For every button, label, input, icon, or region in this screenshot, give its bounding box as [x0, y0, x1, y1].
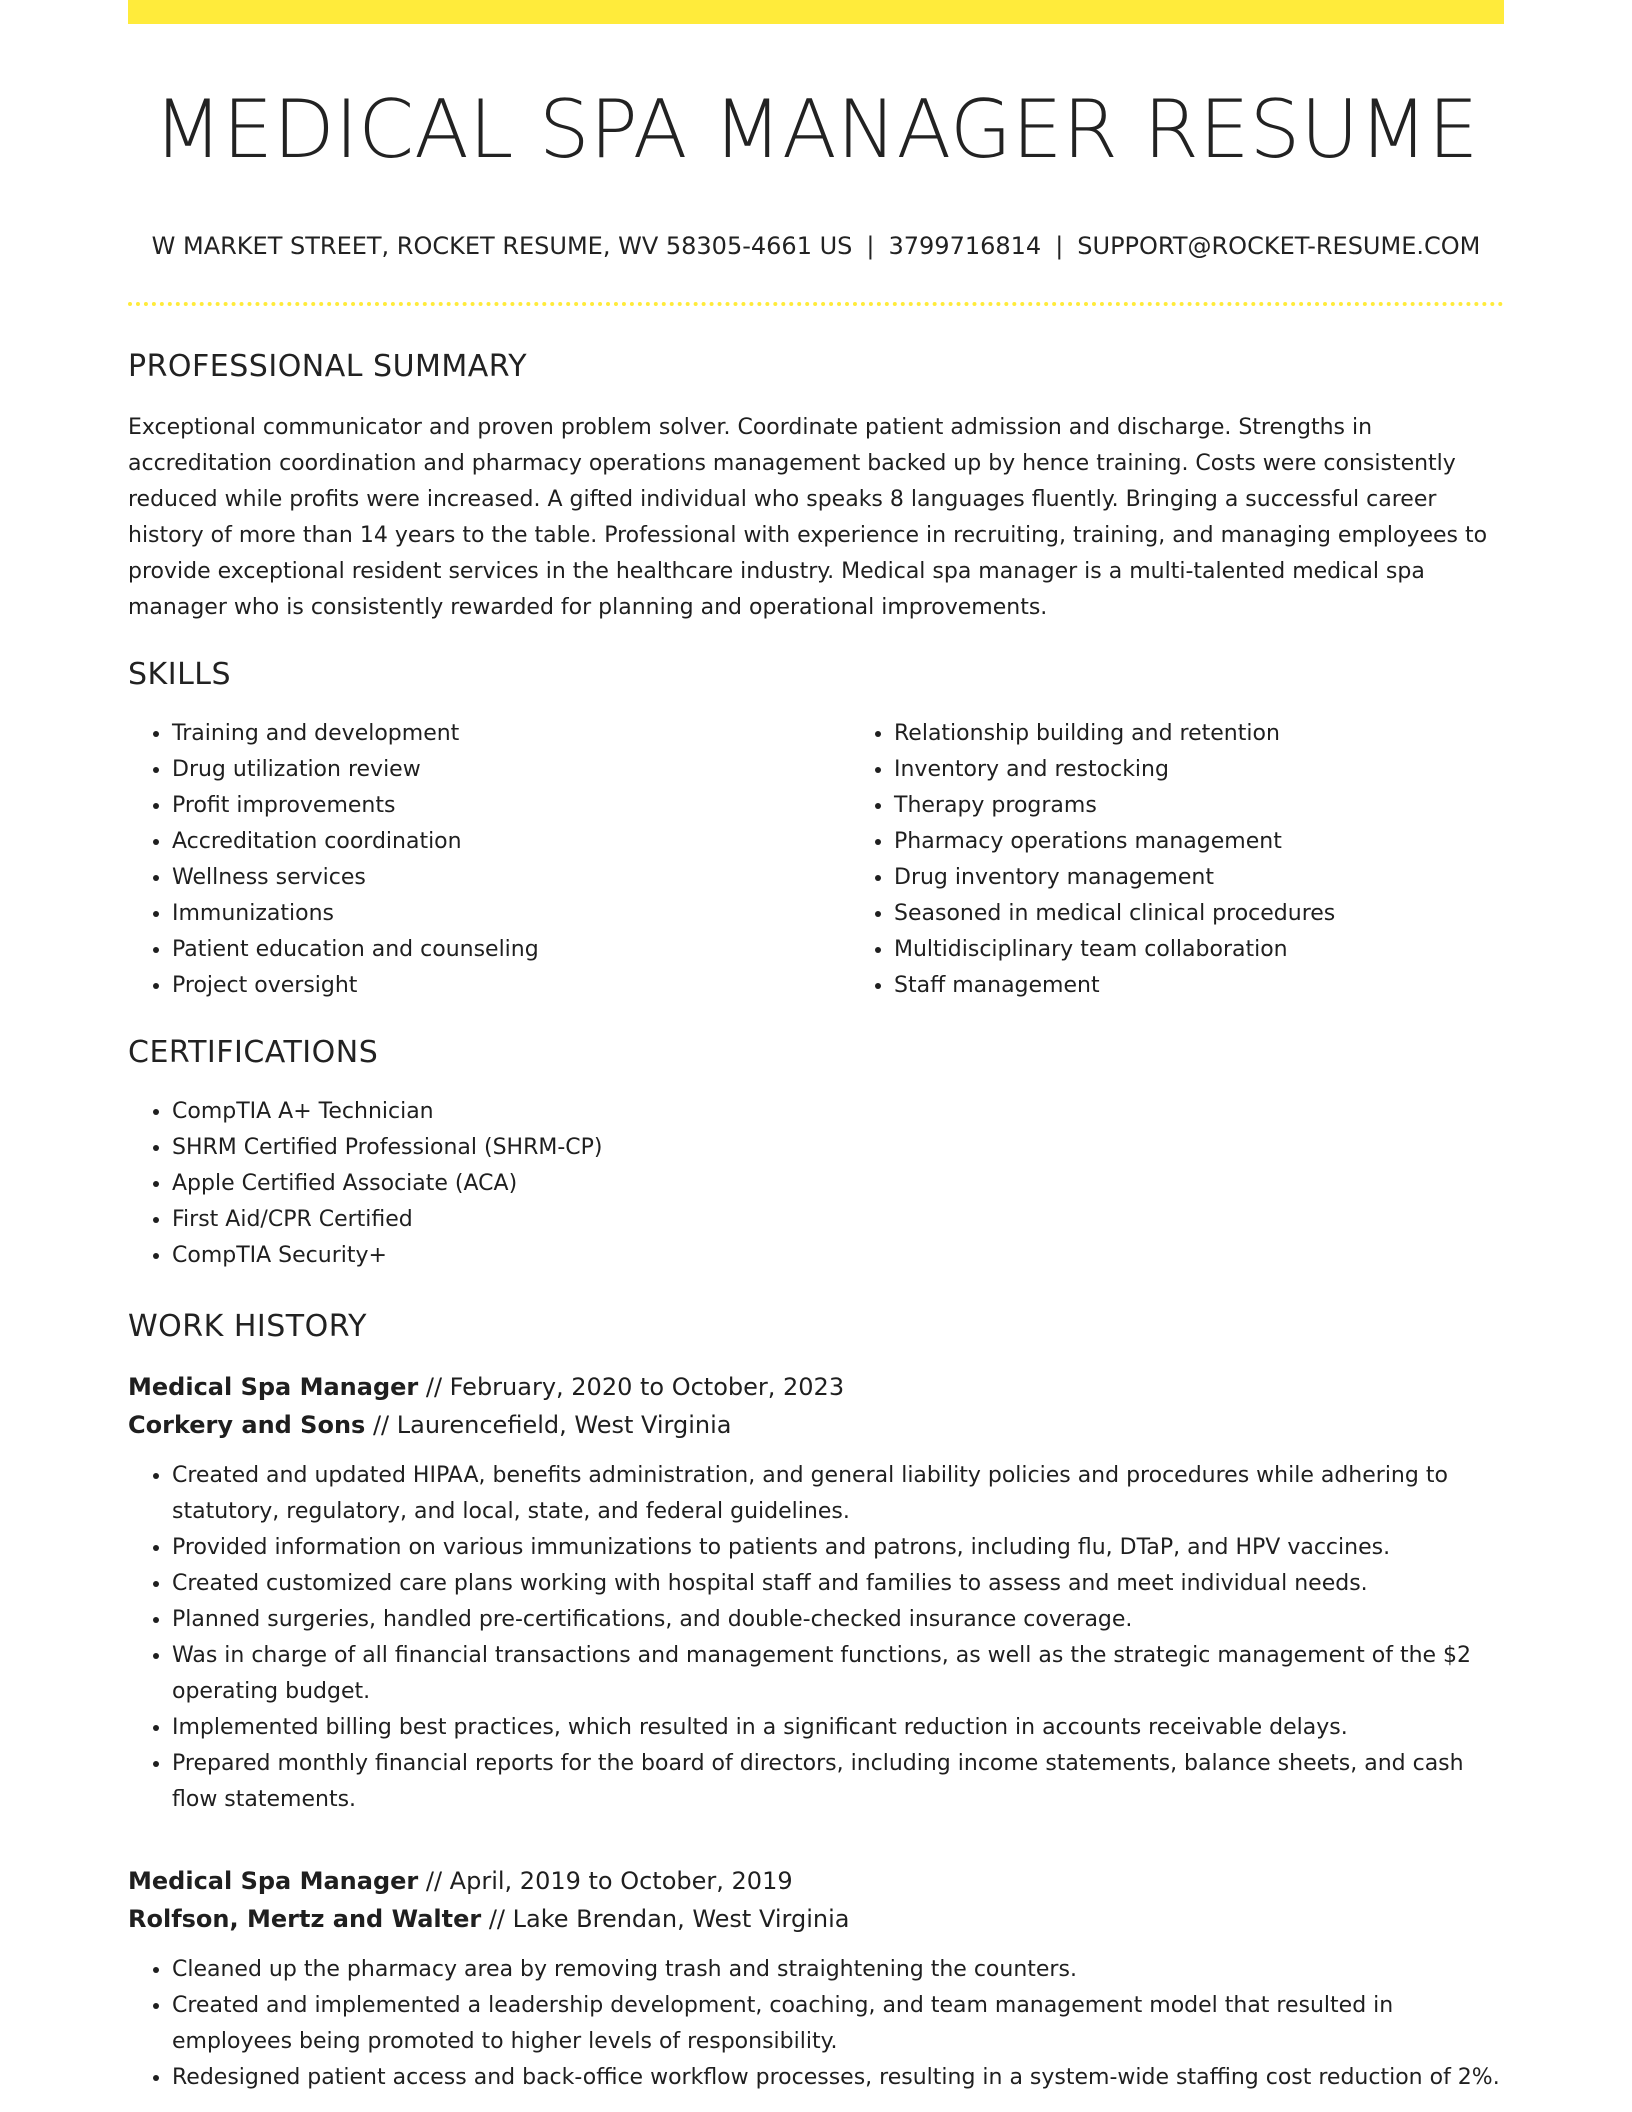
contact-separator: | [866, 232, 875, 260]
job-bullet: • Was in charge of all financial transactions and management functions, as well as the strategic management of the $2 operating budget. [172, 1638, 1504, 1710]
skills-left-list [128, 716, 850, 1004]
job-bullets [128, 1952, 1504, 2096]
job-bullet: • Created customized care plans working with hospital staff and families to assess and meet individual needs. [172, 1566, 1504, 1602]
skill-item: • Therapy programs [894, 788, 1572, 824]
contact-phone: 3799716814 [888, 232, 1042, 260]
job-title-line [128, 1862, 1504, 1900]
skill-item: • Wellness services [172, 860, 850, 896]
skill-item: • Drug inventory management [894, 860, 1572, 896]
skill-item: • Multidisciplinary team collaboration [894, 932, 1572, 968]
job-entry [128, 1368, 1504, 1818]
top-accent-bar [128, 0, 1504, 24]
job-company: Rolfson, Mertz and Walter [128, 1905, 482, 1933]
certification-item: • First Aid/CPR Certified [172, 1202, 1504, 1238]
contact-address: W MARKET STREET, ROCKET RESUME, WV 58305-4661 US [151, 232, 853, 260]
summary-section [128, 348, 1504, 626]
job-company: Corkery and Sons [128, 1411, 366, 1439]
certification-item: • SHRM Certified Professional (SHRM-CP) [172, 1130, 1504, 1166]
skill-item: • Immunizations [172, 896, 850, 932]
summary-text: Exceptional communicator and proven problem solver. Coordinate patient admission and discharge. Strengths in accreditation coordination and pharmacy operations management backed up by hence training. Costs were consistently reduced while profits were increased. A gifted individual who speaks 8 languages fluently. Bringing a successful career history of more than 14 years to the table. Professional with experience in recruiting, training, and managing employees to provide exceptional resident services in the healthcare industry. Medical spa manager is a multi-talented medical spa manager who is consistently rewarded for planning and operational improvements. [128, 415, 1488, 620]
contact-line [128, 230, 1504, 262]
skills-columns [128, 716, 1504, 1004]
skills-section [128, 656, 1504, 1004]
job-title: Medical Spa Manager [128, 1373, 419, 1401]
certification-item: • Apple Certified Associate (ACA) [172, 1166, 1504, 1202]
skill-item: • Project oversight [172, 968, 850, 1004]
skill-item: • Patient education and counseling [172, 932, 850, 968]
job-bullet: • Provided information on various immunizations to patients and patrons, including flu, DTaP, and HPV vaccines. [172, 1530, 1504, 1566]
contact-separator: | [1055, 232, 1064, 260]
job-dates: // April, 2019 to October, 2019 [418, 1867, 793, 1895]
certifications-list [128, 1094, 1504, 1274]
skill-item: • Drug utilization review [172, 752, 850, 788]
job-bullet: • Created and implemented a leadership development, coaching, and team management model that resulted in employees being promoted to higher levels of responsibility. [172, 1988, 1504, 2060]
summary-heading: PROFESSIONAL SUMMARY [128, 349, 528, 384]
skill-item: • Inventory and restocking [894, 752, 1572, 788]
job-dates: // February, 2020 to October, 2023 [418, 1373, 845, 1401]
contact-email: SUPPORT@ROCKET-RESUME.COM [1077, 232, 1481, 260]
skill-item: • Pharmacy operations management [894, 824, 1572, 860]
job-company-line [128, 1406, 1504, 1444]
skill-item: • Relationship building and retention [894, 716, 1572, 752]
certifications-heading: CERTIFICATIONS [128, 1035, 379, 1070]
work-history-heading: WORK HISTORY [128, 1309, 367, 1344]
job-bullets [128, 1458, 1504, 1818]
skill-item: • Staff management [894, 968, 1572, 1004]
job-location: // Lake Brendan, West Virginia [481, 1905, 850, 1933]
job-bullet: • Redesigned patient access and back-office workflow processes, resulting in a system-wide staffing cost reduction of 2%. [172, 2060, 1504, 2096]
skills-right-list [850, 716, 1572, 1004]
dotted-divider [128, 302, 1504, 306]
skills-heading: SKILLS [128, 657, 232, 692]
skill-item: • Accreditation coordination [172, 824, 850, 860]
job-bullet: • Cleaned up the pharmacy area by removing trash and straightening the counters. [172, 1952, 1504, 1988]
job-company-line [128, 1900, 1504, 1938]
job-location: // Laurencefield, West Virginia [365, 1411, 732, 1439]
job-bullet: • Implemented billing best practices, which resulted in a significant reduction in accounts receivable delays. [172, 1710, 1504, 1746]
job-title-line [128, 1368, 1504, 1406]
certifications-section [128, 1034, 1504, 1274]
job-entry [128, 1862, 1504, 2096]
skill-item: • Profit improvements [172, 788, 850, 824]
job-bullet: • Prepared monthly financial reports for the board of directors, including income statements, balance sheets, and cash flow statements. [172, 1746, 1504, 1818]
work-history-section [128, 1308, 1504, 2096]
job-bullet: • Planned surgeries, handled pre-certifications, and double-checked insurance coverage. [172, 1602, 1504, 1638]
certification-item: • CompTIA A+ Technician [172, 1094, 1504, 1130]
resume-title: MEDICAL SPA MANAGER RESUME [153, 83, 1479, 176]
job-title: Medical Spa Manager [128, 1867, 419, 1895]
certification-item: • CompTIA Security+ [172, 1238, 1504, 1274]
resume-content [128, 24, 1504, 2096]
skill-item: • Training and development [172, 716, 850, 752]
skill-item: • Seasoned in medical clinical procedures [894, 896, 1572, 932]
job-bullet: • Created and updated HIPAA, benefits administration, and general liability policies and procedures while adhering to statutory, regulatory, and local, state, and federal guidelines. [172, 1458, 1504, 1530]
